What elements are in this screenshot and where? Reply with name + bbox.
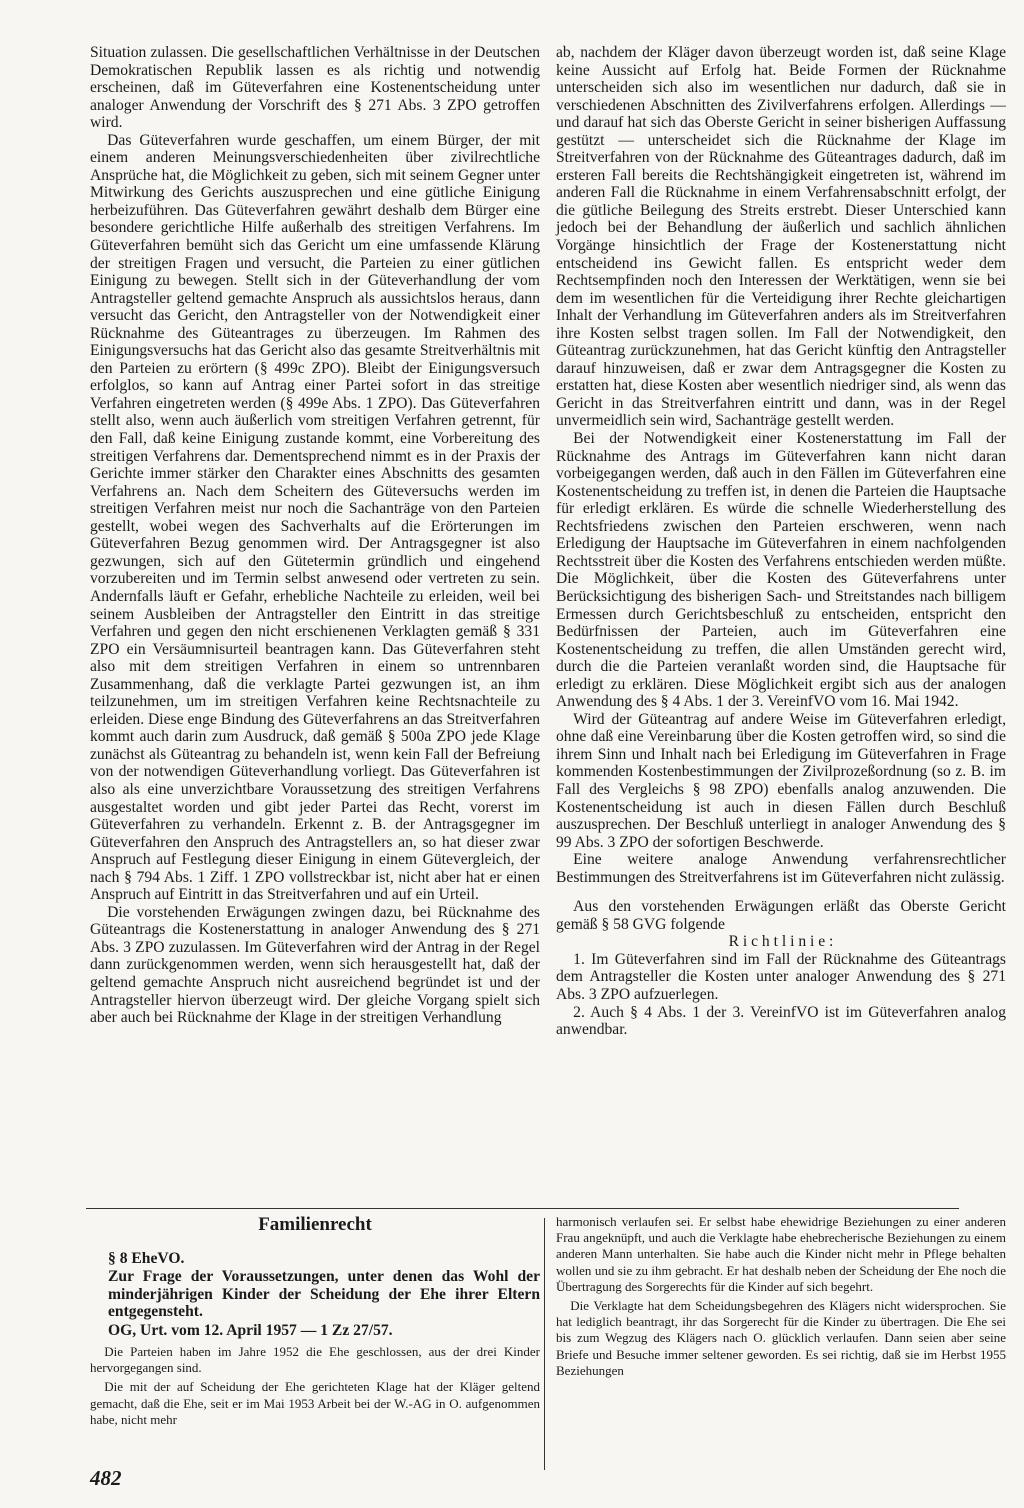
paragraph: Bei der Notwendigkeit einer Kostenerstattung im Fall der Rücknahme des Antrags im Güteverfahren kann nicht daran vorbeigegangen werden, daß auch in den Fällen im Güteverfahren eine Kostenentscheidung zu treffen ist, in denen die Parteien die Hauptsache für erledigt erklären. Es würde die schnelle Wiederherstellung des Rechtsfriedens zwischen den Parteien erschweren, wenn nach Erledigung der Hauptsache im Güteverfahren in einem nachfolgenden Rechtsstreit über die Kosten des Verfahrens entschieden werden müßte. Die Möglichkeit, über die Kosten des Güteverfahrens unter Berücksichtigung des bisherigen Sach- und Streitstandes nach billigem Ermessen durch Gerichtsbeschluß zu entscheiden, entspricht den Bedürfnissen der Parteien, auch im Güteverfahren eine Kostenentscheidung zu treffen, die allen Umständen gerecht wird, durch die die Parteien veranlaßt worden sind, die Hauptsache für erledigt zu erklären. Diese Möglichkeit ergibt sich aus der analogen Anwendung des § 4 Abs. 1 der 3. VereinfVO vom 16. Mai 1942. — [556, 430, 1006, 711]
section-title: Familienrecht — [258, 1214, 372, 1235]
case-paragraph: Die mit der auf Scheidung der Ehe gerichteten Klage hat der Kläger geltend gemacht, daß die Ehe, seit er im Mai 1953 Arbeit bei der W.-AG in O. aufgenommen habe, nicht mehr — [90, 1379, 540, 1427]
paragraph: R i c h t l i n i e : — [728, 933, 834, 951]
law-reference: § 8 EheVO. — [108, 1250, 185, 1267]
case-paragraph: harmonisch verlaufen sei. Er selbst habe ehewidrige Beziehungen zu einer anderen Frau angeknüpft, und auch die Verklagte habe ehebrecherische Beziehungen zu einem anderen Mann unterhalten. Sie habe auch die Kinder nicht mehr in Pflege behalten wollen und sie zu ihm gebracht. Er hat deshalb neben der Scheidung der Ehe noch die Übertragung des Sorgerechts für die Kinder auf sich begehrt. — [556, 1214, 1006, 1294]
left-text-column — [90, 44, 540, 1027]
court-citation: OG, Urt. vom 12. April 1957 — 1 Zz 27/57. — [108, 1322, 393, 1339]
case-paragraph: Die Verklagte hat dem Scheidungsbegehren des Klägers nicht widersprochen. Sie hat lediglich beantragt, ihr das Sorgerecht für die Kinder zu übertragen. Die Ehe sei bis zum Wegzug des Klägers nach O. glücklich verlaufen. Dann seien aber seine Briefe und Besuche immer seltener geworden. Es sei richtig, daß sie im Herbst 1955 Beziehungen — [556, 1298, 1006, 1378]
case-facts-left — [90, 1344, 540, 1431]
paragraph: Wird der Güteantrag auf andere Weise im Güteverfahren erledigt, ohne daß eine Vereinbarung über die Kosten getroffen wird, so sind die ihrem Sinn und Inhalt nach bei Erledigung im Güteverfahren in Frage kommenden Kostenbestimmungen der Zivilprozeßordnung (so z. B. im Fall des Vergleichs § 98 ZPO) ebenfalls analog anzuwenden. Die Kostenentscheidung ist auch in diesen Fällen durch Beschluß auszusprechen. Der Beschluß unterliegt in analoger Anwendung des § 99 Abs. 3 ZPO der sofortigen Beschwerde. — [556, 710, 1006, 851]
case-facts-right — [556, 1214, 1006, 1382]
paragraph: 1. Im Güteverfahren sind im Fall der Rücknahme des Güteantrags dem Antragsteller die Kosten unter analoger Anwendung des § 271 Abs. 3 ZPO aufzuerlegen. — [556, 950, 1006, 1003]
page-number: 482 — [90, 1466, 122, 1490]
paragraph: ab, nachdem der Kläger davon überzeugt worden ist, daß seine Klage keine Aussicht auf Erfolg hat. Beide Formen der Rücknahme unterscheiden sich also im wesentlichen nur dadurch, daß sie in verschiedenen Abschnitten des Zivilverfahrens erfolgen. Allerdings — und darauf hat sich das Oberste Gericht in seiner bisherigen Auffassung gestützt — unterscheidet sich die Rücknahme der Klage im Streitverfahren von der Rücknahme des Güteantrages dadurch, daß im ersteren Fall bereits die Rechtshängigkeit eingetreten ist, während im anderen Fall die Rücknahme in einem Verfahrensabschnitt erfolgt, der die gütliche Beilegung des Streits erstrebt. Dieser Unterschied kann jedoch bei der Behandlung der äußerlich und sachlich ähnlichen Vorgänge hinsichtlich der Frage der Kostenerstattung nicht entscheidend ins Gewicht fallen. Es entspricht weder dem Rechtsempfinden noch den Interessen der Werktätigen, wenn sie bei dem im wesentlichen für die Verteidigung ihrer Rechte gleichartigen Inhalt der Verhandlung im Güteverfahren anders als im Streitverfahren ihre Kosten selbst tragen sollen. Im Fall der Notwendigkeit, den Güteantrag zurückzunehmen, hat das Gericht künftig den Antragsteller darauf hinzuweisen, daß er zwar dem Antragsgegner die Kosten zu erstatten hat, diese Kosten aber wesentlich niedriger sind, als wenn das Gericht in das Streitverfahren eintritt und dann, was in der Regel unvermeidlich sein wird, Sachanträge gestellt werden. — [556, 44, 1006, 430]
decision-headnote: Zur Frage der Voraussetzungen, unter denen das Wohl der minderjährigen Kinder der Scheidung der Ehe ihrer Eltern entgegensteht. — [108, 1268, 540, 1320]
paragraph: 2. Auch § 4 Abs. 1 der 3. VereinfVO ist im Güteverfahren analog anwendbar. — [556, 1003, 1006, 1039]
case-paragraph: Die Parteien haben im Jahre 1952 die Ehe geschlossen, aus der drei Kinder hervorgegangen sind. — [90, 1344, 540, 1376]
paragraph: Das Güteverfahren wurde geschaffen, um einem Bürger, der mit einem anderen Meinungsverschiedenheiten über zivilrechtliche Ansprüche hat, die Möglichkeit zu geben, sich mit seinem Gegner unter Mitwirkung des Gerichts auszusprechen und eine gütliche Einigung herbeizuführen. Das Güteverfahren gewährt deshalb dem Bürger eine besondere gerichtliche Hilfe außerhalb des streitigen Verfahrens. Im Güteverfahren bemüht sich das Gericht um eine umfassende Klärung der streitigen Fragen und versucht, die Parteien zu einer gütlichen Einigung zu bewegen. Stellt sich in der Güteverhandlung der vom Antragsteller geltend gemachte Anspruch als aussichtslos heraus, dann versucht das Gericht, den Antragsteller von der Notwendigkeit einer Rücknahme des Güteantrages zu überzeugen. Im Rahmen des Einigungsversuchs hat das Gericht also das gesamte Streitverhältnis mit den Parteien zu erörtern (§ 499c ZPO). Bleibt der Einigungsversuch erfolglos, so kann auf Antrag einer Partei sofort in das streitige Verfahren eingetreten werden (§ 499e Abs. 1 ZPO). Das Güteverfahren stellt also, wenn auch äußerlich vom streitigen Verfahren getrennt, für den Fall, daß keine Einigung zustande kommt, eine Vorbereitung des streitigen Verfahrens dar. Dementsprechend nimmt es in der Praxis der Gerichte immer stärker den Charakter eines Abschnitts des gesamten Verfahrens an. Nach dem Scheitern des Güteversuchs werden im streitigen Verfahren meist nur noch die Sachanträge von den Parteien gestellt, wobei wegen des Sachverhalts auf die Erörterungen im Güteverfahren Bezug genommen wird. Der Antragsgegner ist also gezwungen, sich auf den Gütetermin gründlich und eingehend vorzubereiten und im Termin selbst anwesend oder vertreten zu sein. Andernfalls läuft er Gefahr, erhebliche Nachteile zu erleiden, weil bei seinem Ausbleiben der Antragsteller den Eintritt in das streitige Verfahren und gegen den nicht erschienenen Verklagten gemäß § 331 ZPO ein Versäumnisurteil beantragen kann. Das Güteverfahren steht also mit dem streitigen Verfahren in einem so untrennbaren Zusammenhang, daß die verklagte Partei gezwungen ist, an ihm teilzunehmen, um im streitigen Verfahren keine Rechtsnachteile zu erleiden. Diese enge Bindung des Güteverfahrens an das Streitverfahren kommt auch darin zum Ausdruck, daß gemäß § 500a ZPO jede Klage zunächst als Güteantrag zu behandeln ist, wenn kein Fall der Befreiung von der notwendigen Güteverhandlung vorliegt. Das Güteverfahren ist also als eine unverzichtbare Voraussetzung des streitigen Verfahrens ausgestaltet worden und gibt jeder Partei das Recht, vorerst im Güteverfahren zu verhandeln. Erkennt z. B. der Antragsgegner im Güteverfahren den Anspruch des Antragstellers an, so hat dieser zwar Anspruch auf Festlegung dieser Einigung in einem Gütevergleich, der nach § 794 Abs. 1 Ziff. 1 ZPO vollstreckbar ist, nicht aber hat er einen Anspruch auf Eintritt in das Streitverfahren und auf ein Urteil. — [90, 131, 540, 904]
paragraph: Die vorstehenden Erwägungen zwingen dazu, bei Rücknahme des Güteantrags die Kostenerstattung in analoger Anwendung des § 271 Abs. 3 ZPO zuzulassen. Im Güteverfahren wird der Antrag in der Regel dann zurückgenommen werden, wenn sich herausgestellt hat, daß der geltend gemachte Anspruch nicht ausreichend begründet ist und der Antragsteller hiervon überzeugt wird. Der gleiche Vorgang spielt sich aber auch bei Rücknahme der Klage in der streitigen Verhandlung — [90, 903, 540, 1027]
right-text-column — [556, 44, 1006, 1039]
section-divider — [86, 1208, 959, 1209]
paragraph: Aus den vorstehenden Erwägungen erläßt das Oberste Gericht gemäß § 58 GVG folgende — [556, 898, 1006, 933]
paragraph: Situation zulassen. Die gesellschaftlichen Verhältnisse in der Deutschen Demokratischen Republik lassen es als richtig und notwendig erscheinen, daß im Güteverfahren eine Kostenentscheidung unter analoger Anwendung der Vorschrift des § 271 Abs. 3 ZPO getroffen wird. — [90, 44, 540, 132]
paragraph: Eine weitere analoge Anwendung verfahrensrechtlicher Bestimmungen des Streitverfahrens ist im Güteverfahren nicht zulässig. — [556, 851, 1006, 886]
